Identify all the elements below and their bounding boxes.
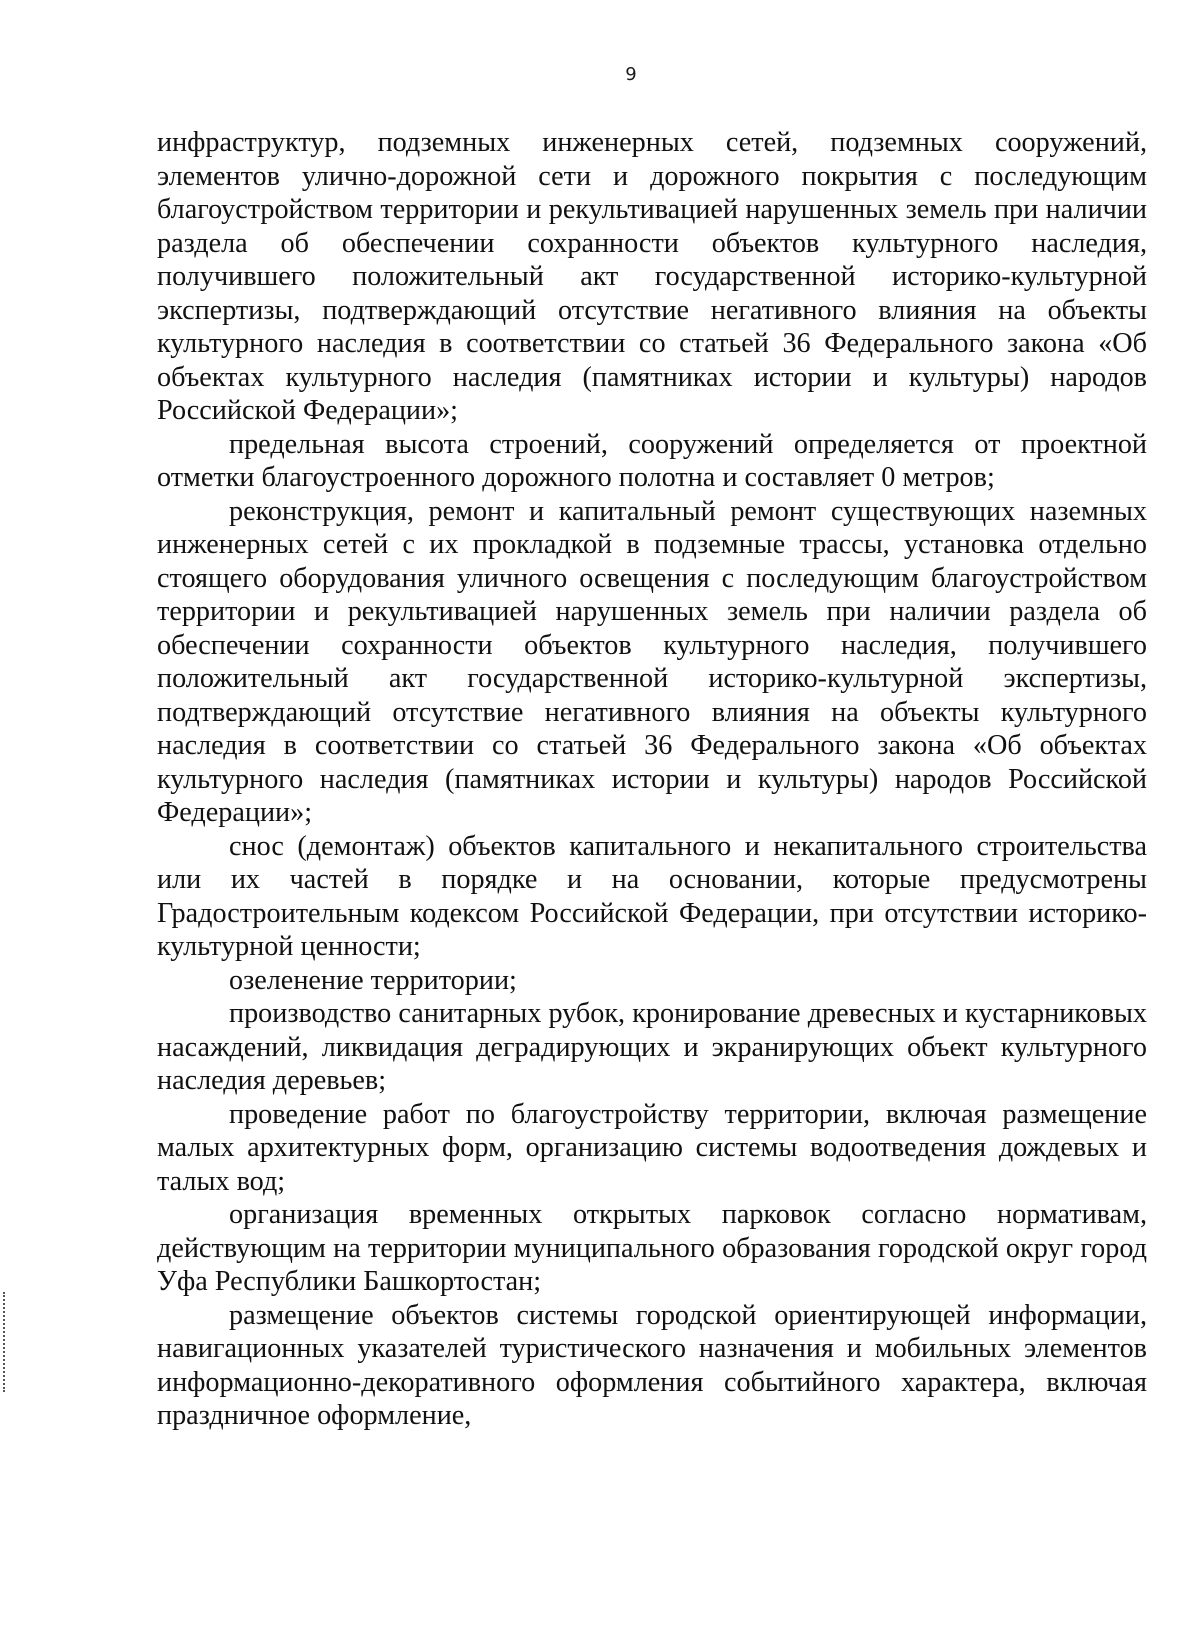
- paragraph-height-limit: предельная высота строений, сооружений определяется от проектной отметки благоустроенного дорожного полотна и составляет 0 метров;: [157, 428, 1147, 493]
- page-number: 9: [625, 64, 637, 85]
- paragraph-demolition: снос (демонтаж) объектов капитального и некапитального строительства или их частей в порядке и на основании, которые предусмотрены Градостроительным кодексом Российской Федерации, при отсутствии историко-культурной ценности;: [157, 830, 1147, 962]
- paragraph-parking: организация временных открытых парковок согласно нормативам, действующим на территории муниципального образования городской округ город Уфа Республики Башкортостан;: [157, 1199, 1147, 1297]
- paragraph-reconstruction: реконструкция, ремонт и капитальный ремонт существующих наземных инженерных сетей с их прокладкой в подземные трассы, установка отдельно стоящего оборудования уличного освещения с последующим благоустройством территории и рекультивацией нарушенных земель при наличии раздела об обеспечении сохранности объектов культурного наследия, получившего положительный акт государственной историко-культурной экспертизы, подтверждающий отсутствие негативного влияния на объекты культурного наследия в соответствии со статьей 36 Федерального закона «Об объектах культурного наследия (памятниках истории и культуры) народов Российской Федерации»;: [157, 495, 1147, 828]
- document-body: [157, 126, 1147, 1433]
- paragraph-orientation-info: размещение объектов системы городской ориентирующей информации, навигационных указателей туристического назначения и мобильных элементов информационно-декоративного оформления событийного характера, включая праздничное оформление,: [157, 1299, 1147, 1431]
- paragraph-greening: озеленение территории;: [229, 964, 517, 996]
- paragraph-landscaping: проведение работ по благоустройству территории, включая размещение малых архитектурных форм, организацию системы водоотведения дождевых и талых вод;: [157, 1098, 1147, 1197]
- paragraph-continuation: инфраструктур, подземных инженерных сетей, подземных сооружений, элементов улично-дорожной сети и дорожного покрытия с последующим благоустройством территории и рекультивацией нарушенных земель при наличии раздела об обеспечении сохранности объектов культурного наследия, получившего положительный акт государственной историко-культурной экспертизы, подтверждающий отсутствие негативного влияния на объекты культурного наследия в соответствии со статьей 36 Федерального закона «Об объектах культурного наследия (памятниках истории и культуры) народов Российской Федерации»;: [157, 127, 1147, 426]
- scan-margin-mark: [3, 1292, 7, 1392]
- paragraph-sanitary-felling: производство санитарных рубок, кронирование древесных и кустарниковых насаждений, ликвидация деградирующих и экранирующих объект культурного наследия деревьев;: [157, 998, 1147, 1096]
